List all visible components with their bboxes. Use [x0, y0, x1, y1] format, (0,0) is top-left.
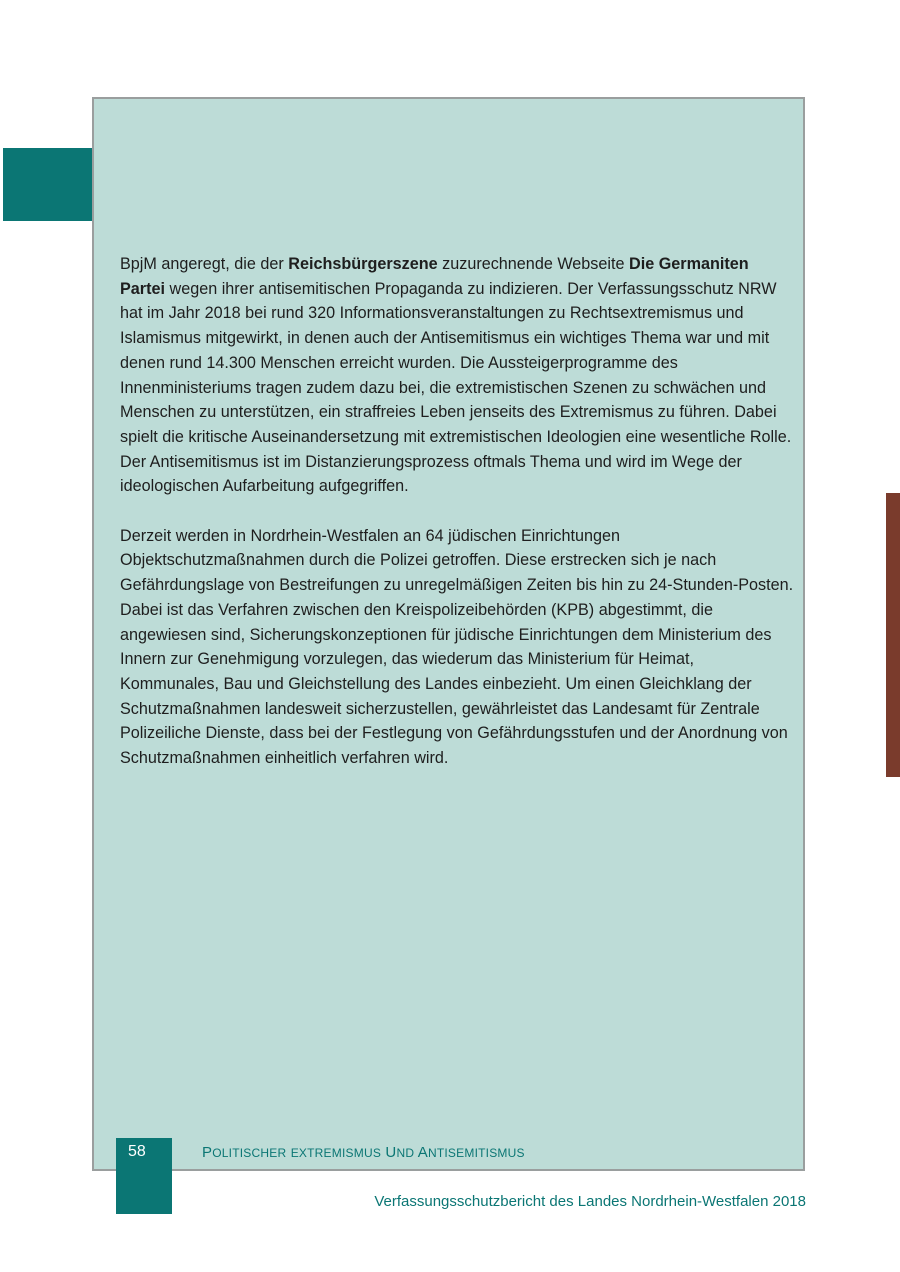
text-run: wegen ihrer antisemitischen Propaganda zu indizieren. Der Verfassungsschutz NRW hat im Jahr 2018 bei rund 320 Informationsveranstaltungen zu Rechtsextremismus und Islamismus mitgewirkt, in denen auch der Antisemitismus ein wichtiges Thema war und mit denen rund 14.300 Menschen erreicht wurden. Die Aussteigerprogramme des Innenministeriums tragen zudem dazu bei, die extremistischen Szenen zu schwächen und Menschen zu unterstützen, ein straffreies Leben jenseits des Extremismus zu führen. Dabei spielt die kritische Auseinandersetzung mit extremistischen Ideologien eine wesentliche Rolle. Der Antisemitismus ist im Distanzierungsprozess oftmals Thema und wird im Wege der ideologischen Aufarbeitung aufgegriffen.	[120, 279, 792, 496]
text-run: Derzeit werden in Nordrhein-Westfalen an 64 jüdischen Einrichtungen Objektschutzmaßnahmen durch die Polizei getroffen. Diese erstrecken sich je nach Gefährdungslage von Bestreifungen zu unregelmäßigen Zeiten bis hin zu 24-Stunden-Posten. Dabei ist das Verfahren zwischen den Kreispolizeibehörden (KPB) abgestimmt, die angewiesen sind, Sicherungskonzeptionen für jüdische Einrichtungen dem Ministerium des Innern zur Genehmigung vorzulegen, das wiederum das Ministerium für Heimat, Kommunales, Bau und Gleichstellung des Landes einbezieht. Um einen Gleichklang der Schutzmaßnahmen landesweit sicherzustellen, gewährleistet das Landesamt für Zentrale Polizeiliche Dienste, dass bei der Festlegung von Gefährdungsstufen und der Anordnung von Schutzmaßnahmen einheitlich verfahren wird.	[120, 526, 794, 768]
body-text	[120, 252, 796, 771]
page-number: 58	[128, 1143, 146, 1160]
report-title: Verfassungsschutzbericht des Landes Nordrhein-Westfalen 2018	[374, 1193, 806, 1210]
text-run: zuzurechnende Webseite	[437, 255, 629, 273]
paragraph	[120, 524, 796, 771]
bold-term: Die Germaniten Partei	[120, 255, 749, 298]
section-side-bar	[886, 493, 900, 777]
text-run: BpjM angeregt, die der	[120, 255, 289, 273]
bold-term: Reichsbürgerszene	[288, 255, 438, 273]
chapter-marker-tab	[3, 148, 92, 221]
paragraph	[120, 252, 796, 499]
running-chapter-title: POLITISCHER EXTREMISMUS UND ANTISEMITISMUS	[202, 1144, 525, 1161]
